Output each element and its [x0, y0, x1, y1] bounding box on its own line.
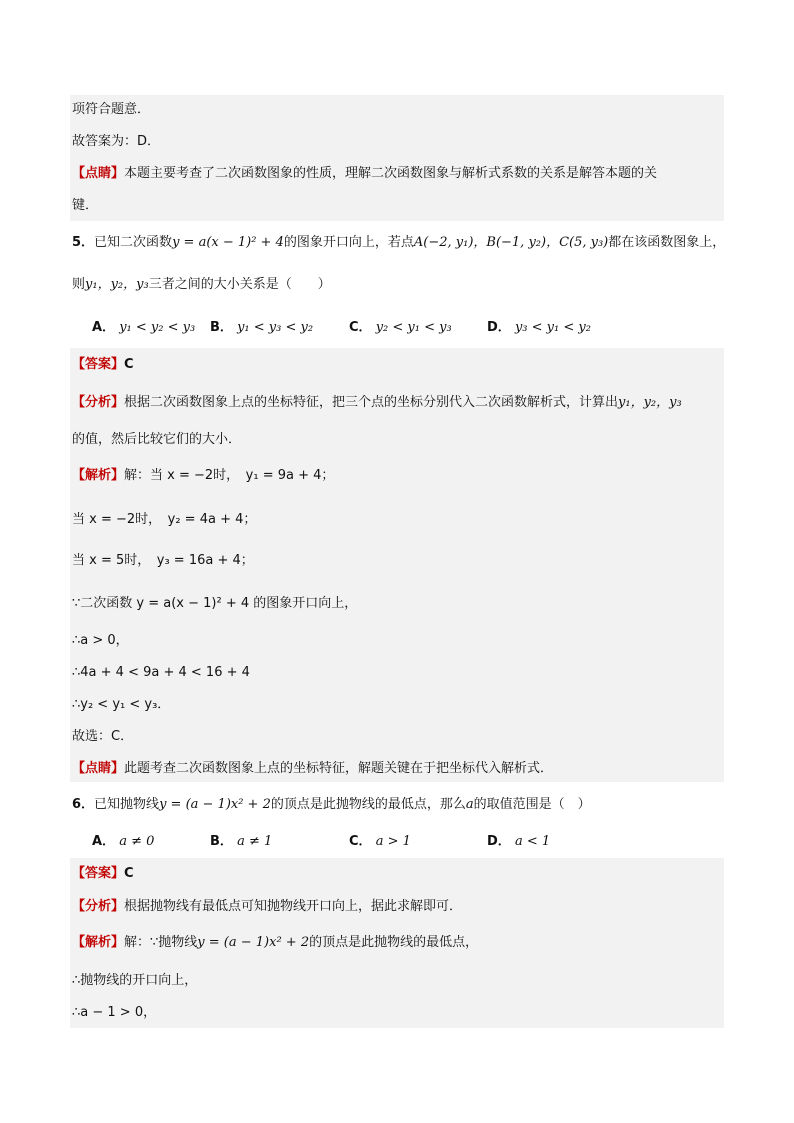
option-expr: y₂ < y₁ < y₃ [375, 320, 452, 335]
q5-solution-6: ∴4a + 4 < 9a + 4 < 16 + 4 [72, 665, 250, 680]
q5-vars: y₁，y₂，y₃ [85, 277, 149, 292]
q6-number: 6． [72, 797, 95, 812]
comment-text: 此题考查二次函数图象上点的坐标特征，解题关键在于把坐标代入解析式． [124, 761, 554, 776]
q5-option-a [92, 318, 195, 338]
q5-answer [72, 355, 134, 375]
q6-answer [72, 864, 134, 884]
option-expr: a ≠ 1 [237, 834, 273, 849]
solution-func: y = (a − 1)x² + 2 [197, 935, 310, 950]
analysis-text: 根据二次函数图象上点的坐标特征，把三个点的坐标分别代入二次函数解析式，计算出 [124, 395, 619, 410]
prev-comment-line [72, 164, 657, 184]
q6-solution-1 [72, 933, 478, 953]
q5-stem2-a: 则 [72, 277, 86, 292]
solution-text-a: 解：∵抛物线 [124, 935, 198, 950]
q6-option-c [349, 832, 411, 852]
q5-stem2-b: 三者之间的大小关系是（ ） [148, 277, 331, 292]
q5-points: A(−2, y₁)，B(−1, y₂)，C(5, y₃) [413, 235, 609, 250]
q5-solution-7: ∴y₂ < y₁ < y₃． [72, 697, 171, 712]
prev-answer-line: 故答案为：D． [72, 134, 161, 149]
q5-solution-4: ∵二次函数 y = a(x − 1)² + 4 的图象开口向上， [72, 596, 358, 611]
q5-stem-b: 的图象开口向上，若点 [283, 235, 414, 250]
solution-line: 解：当 x = −2时， y₁ = 9a + 4； [124, 468, 335, 483]
solution-tag: 【解析】 [72, 935, 125, 950]
prev-solution-line: 项符合题意． [72, 102, 151, 117]
q5-stem [72, 233, 725, 253]
analysis-tag: 【分析】 [72, 899, 125, 914]
answer-tag: 【答案】 [72, 866, 125, 881]
q5-option-d [487, 318, 591, 338]
q6-stem-c: 的取值范围是（ ） [473, 797, 591, 812]
prev-comment-line-2: 键． [72, 198, 99, 213]
comment-tag: 【点睛】 [72, 761, 125, 776]
analysis-vars: y₁，y₂，y₃ [618, 395, 682, 410]
q5-option-c [349, 318, 452, 338]
comment-tag: 【点睛】 [72, 166, 125, 181]
q6-function: y = (a − 1)x² + 2 [159, 797, 271, 812]
q5-solution-1 [72, 466, 334, 486]
q5-solution-2: 当 x = −2时， y₂ = 4a + 4； [72, 512, 257, 527]
comment-text: 本题主要考查了二次函数图象的性质，理解二次函数图象与解析式系数的关系是解答本题的关 [124, 166, 658, 181]
option-key: A． [92, 320, 116, 335]
q6-var: a [465, 797, 474, 812]
q6-stem-b: 的顶点是此抛物线的最低点，那么 [270, 797, 466, 812]
option-key: A． [92, 834, 116, 849]
q5-solution-8: 故选：C． [72, 729, 134, 744]
q5-solution-3: 当 x = 5时， y₃ = 16a + 4； [72, 553, 254, 568]
q5-analysis [72, 393, 682, 413]
option-key: C． [349, 320, 372, 335]
answer-value: C [124, 357, 134, 372]
option-expr: y₁ < y₂ < y₃ [119, 320, 196, 335]
option-key: D． [487, 834, 511, 849]
q5-stem-2 [72, 275, 331, 295]
q6-option-d [487, 832, 550, 852]
q6-analysis [72, 897, 462, 917]
solution-text-b: 的顶点是此抛物线的最低点， [309, 935, 479, 950]
option-expr: a < 1 [514, 834, 551, 849]
q5-comment [72, 759, 553, 779]
q5-stem-a: 已知二次函数 [94, 235, 173, 250]
solution-tag: 【解析】 [72, 468, 125, 483]
q6-stem-a: 已知抛物线 [94, 797, 160, 812]
option-key: B． [210, 320, 233, 335]
option-key: B． [210, 834, 233, 849]
answer-tag: 【答案】 [72, 357, 125, 372]
option-key: D． [487, 320, 511, 335]
analysis-tag: 【分析】 [72, 395, 125, 410]
q6-option-a [92, 832, 154, 852]
q5-option-b [210, 318, 313, 338]
option-expr: y₃ < y₁ < y₂ [514, 320, 591, 335]
q5-solution-5: ∴a > 0， [72, 633, 129, 648]
q5-stem-c: 都在该函数图象上， [608, 235, 726, 250]
q5-function: y = a(x − 1)² + 4 [172, 235, 284, 250]
q6-stem [72, 795, 591, 815]
option-key: C． [349, 834, 372, 849]
q5-number: 5． [72, 235, 95, 250]
q6-option-b [210, 832, 272, 852]
q6-solution-2: ∴抛物线的开口向上， [72, 973, 198, 988]
q6-solution-3: ∴a − 1 > 0， [72, 1005, 157, 1020]
option-expr: a ≠ 0 [119, 834, 155, 849]
q5-analysis-2: 的值，然后比较它们的大小． [72, 432, 242, 447]
analysis-text: 根据抛物线有最低点可知抛物线开口向上，据此求解即可． [124, 899, 463, 914]
option-expr: a > 1 [375, 834, 411, 849]
option-expr: y₁ < y₃ < y₂ [237, 320, 314, 335]
prev-solution-band [70, 95, 724, 221]
answer-value: C [124, 866, 134, 881]
